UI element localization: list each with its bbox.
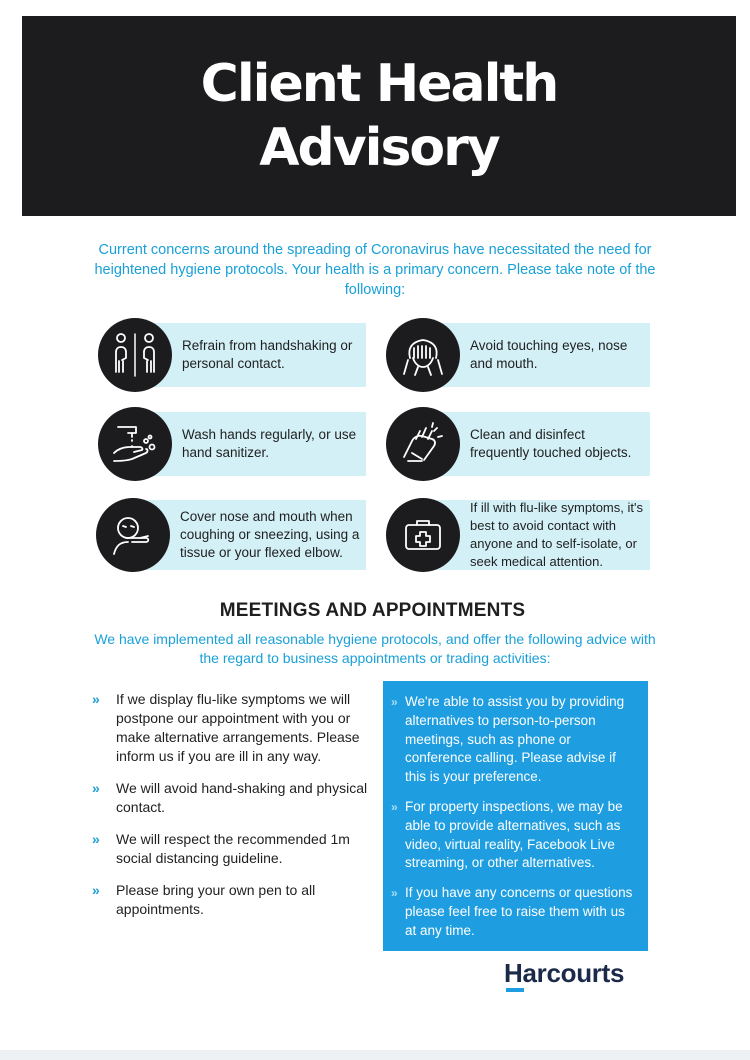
list-item: » For property inspections, we may be able to provide alternatives, such as video, virtual reality, Facebook Live streaming, or other alternatives.	[391, 798, 623, 871]
tip-face-touch	[386, 318, 650, 392]
chevron-bullet-icon: »	[92, 831, 100, 847]
cleaning-icon	[386, 407, 460, 481]
tip-sneeze-elbow	[96, 495, 366, 575]
chevron-bullet-icon: »	[391, 886, 398, 901]
face-touch-icon	[386, 318, 460, 392]
brand-logo-underline	[506, 988, 524, 992]
chevron-bullet-icon: »	[391, 799, 398, 814]
brand-logo: Harcourts	[504, 958, 625, 988]
list-item: » We're able to assist you by providing alternatives to person-to-person meetings, such as phone or conference calling. Please advise if this is your preference.	[391, 694, 625, 785]
tip-text: If ill with flu-like symptoms, it's best to avoid contact with anyone and to self-isolate, or seek medical attention.	[470, 500, 643, 569]
tip-band	[140, 412, 366, 476]
sneeze-elbow-icon	[96, 498, 170, 572]
tip-band	[428, 412, 650, 476]
tip-text: Cover nose and mouth when coughing or sneezing, using a tissue or your flexed elbow.	[180, 509, 360, 560]
tip-text: Avoid touching eyes, nose and mouth.	[470, 338, 628, 371]
meetings-alternatives-box	[383, 681, 648, 951]
tip-text: Clean and disinfect frequently touched objects.	[470, 427, 632, 460]
medical-kit-icon	[386, 498, 460, 572]
tip-band	[138, 500, 366, 570]
list-item: » We will respect the recommended 1m social distancing guideline.	[92, 831, 350, 866]
tip-medical	[386, 495, 650, 575]
meetings-left-list	[92, 690, 372, 932]
intro-text: Current concerns around the spreading of Coronavirus have necessitated the need for heightened hygiene protocols. Your health is a primary concern. Please take note of the following:	[94, 242, 656, 298]
chevron-bullet-icon: »	[92, 691, 100, 707]
list-item: » If you have any concerns or questions please feel free to raise them with us at any time.	[391, 885, 633, 938]
tip-band	[428, 500, 650, 570]
tip-cleaning	[386, 407, 650, 481]
tip-band	[140, 323, 366, 387]
list-item: » If we display flu-like symptoms we will postpone our appointment with you or make alternative arrangements. Please inform us if you are ill in any way.	[92, 691, 360, 764]
tip-no-handshake	[98, 318, 366, 392]
tip-handwash	[98, 407, 366, 481]
handwash-icon	[98, 407, 172, 481]
tip-text: Wash hands regularly, or use hand sanitizer.	[182, 427, 357, 460]
page-title-line2: Advisory	[259, 118, 499, 178]
page-bottom-edge	[0, 1050, 750, 1060]
header-banner	[22, 16, 736, 216]
tip-text: Refrain from handshaking or personal contact.	[182, 338, 353, 371]
list-item: » We will avoid hand-shaking and physical contact.	[92, 780, 368, 815]
no-handshake-icon	[98, 318, 172, 392]
chevron-bullet-icon: »	[92, 780, 100, 796]
chevron-bullet-icon: »	[92, 882, 100, 898]
meetings-subtitle: We have implemented all reasonable hygiene protocols, and offer the following advice with the regard to business appointments or trading activities:	[94, 631, 656, 666]
page-title-line1: Client Health	[200, 54, 558, 114]
chevron-bullet-icon: »	[391, 695, 398, 709]
meetings-heading: MEETINGS AND APPOINTMENTS	[219, 600, 526, 621]
tip-band	[428, 323, 650, 387]
list-item: » Please bring your own pen to all appointments.	[92, 882, 316, 917]
